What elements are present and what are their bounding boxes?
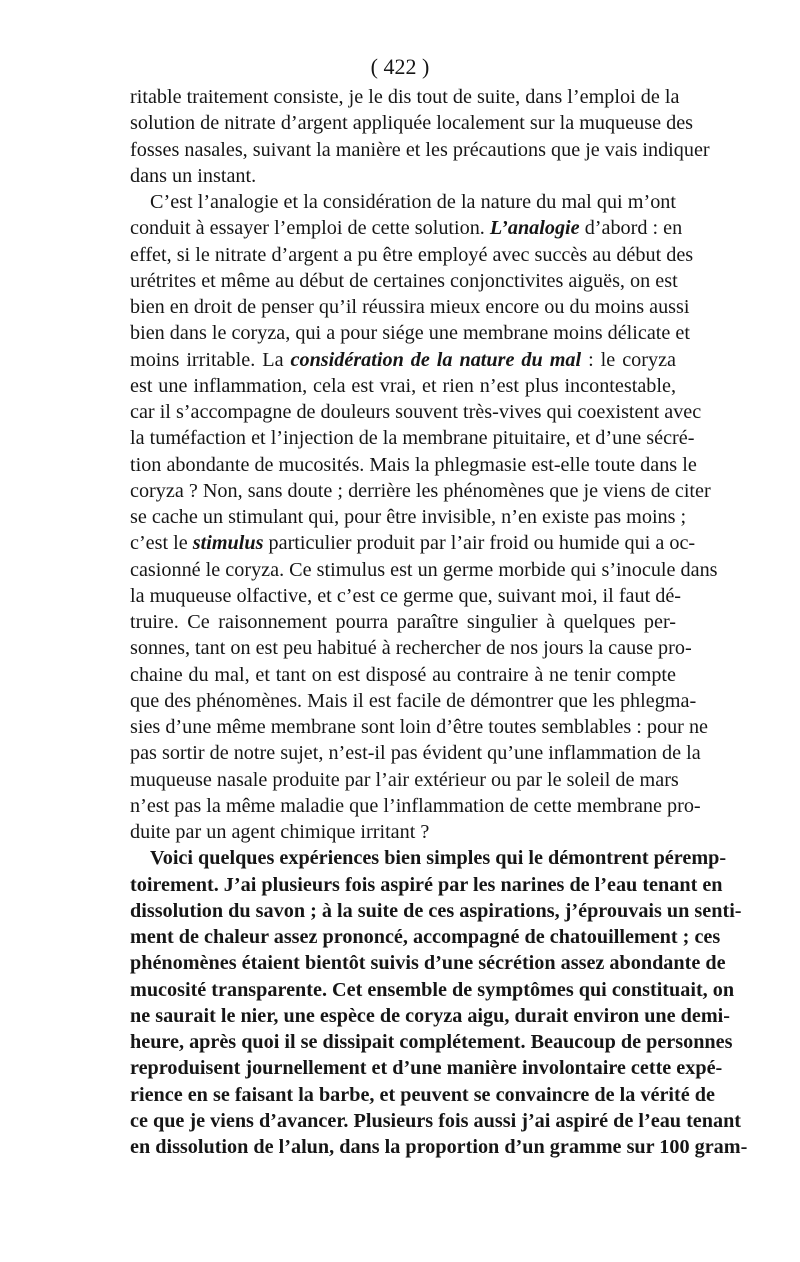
text-line: urétrites et même au début de certaines conjonctivites aiguës, on est xyxy=(130,269,678,292)
text-line: bien dans le coryza, qui a pour siége une membrane moins délicate et xyxy=(130,322,690,345)
text-line: rience en se faisant la barbe, et peuvent se convaincre de la vérité de xyxy=(130,1083,715,1106)
text-line: phénomènes étaient bientôt suivis d’une sécrétion assez abondante de xyxy=(130,952,726,975)
text-line: sonnes, tant on est peu habitué à rechercher de nos jours la cause pro- xyxy=(130,637,692,660)
text-line: en dissolution de l’alun, dans la proportion d’un gramme sur 100 gram- xyxy=(130,1136,748,1158)
text-line: que des phénomènes. Mais il est facile de démontrer que les phlegma- xyxy=(130,689,697,712)
text-line: dissolution du savon ; à la suite de ces aspirations, j’éprouvais un senti- xyxy=(130,899,742,922)
text-line: casionné le coryza. Ce stimulus est un germe morbide qui s’inocule dans xyxy=(130,558,718,581)
text-line: heure, après quoi il se dissipait complétement. Beaucoup de personnes xyxy=(130,1031,733,1053)
text-line: solution de nitrate d’argent appliquée localement sur la muqueuse des xyxy=(130,112,694,135)
text-line: ce que je viens d’avancer. Plusieurs fois aussi j’ai aspiré de l’eau tenant xyxy=(130,1109,742,1132)
text-line: pas sortir de notre sujet, n’est-il pas évident qu’une inflammation de la xyxy=(130,742,701,765)
text-line xyxy=(130,347,676,373)
text-line: se cache un stimulant qui, pour être invisible, n’en existe pas moins ; xyxy=(130,506,687,528)
text-line: bien en droit de penser qu’il réussira mieux encore ou du moins aussi xyxy=(130,296,690,318)
text-line xyxy=(130,530,696,556)
text-line: tion abondante de mucosités. Mais la phlegmasie est-elle toute dans le xyxy=(130,453,697,476)
text-line: dans un instant. xyxy=(130,164,257,187)
page-number: ( 422 ) xyxy=(370,54,430,79)
text-line: ritable traitement consiste, je le dis tout de suite, dans l’emploi de la xyxy=(130,86,680,108)
text-line: C’est l’analogie et la considération de la nature du mal qui m’ont xyxy=(150,191,676,213)
text-line: la tuméfaction et l’injection de la membrane pituitaire, et d’une sécré- xyxy=(130,427,695,450)
text-line: coryza ? Non, sans doute ; derrière les phénomènes que je viens de citer xyxy=(130,479,711,502)
text-line: Voici quelques expériences bien simples qui le démontrent péremp- xyxy=(150,847,727,870)
text-line: reproduisent journellement et d’une manière involontaire cette expé- xyxy=(130,1057,723,1080)
text-line: sies d’une même membrane sont loin d’être toutes semblables : pour ne xyxy=(130,716,708,738)
text-line: ne saurait le nier, une espèce de coryza aigu, durait environ une demi- xyxy=(130,1004,730,1027)
text-line xyxy=(130,215,683,241)
emphasis-text: considération de la nature du mal xyxy=(290,348,582,371)
text-segment: particulier produit par l’air froid ou humide qui a oc- xyxy=(263,532,696,555)
text-segment: conduit à essayer l’emploi de cette solution. xyxy=(130,217,490,240)
text-line: truire. Ce raisonnement pourra paraître singulier à quelques per- xyxy=(130,611,676,633)
text-line: chaine du mal, et tant on est disposé au contraire à ne tenir compte xyxy=(130,663,676,686)
text-line: duite par un agent chimique irritant ? xyxy=(130,821,430,843)
text-line: la muqueuse olfactive, et c’est ce germe que, suivant moi, il faut dé- xyxy=(130,584,682,607)
text-line: ment de chaleur assez prononcé, accompagné de chatouillement ; ces xyxy=(130,926,721,948)
emphasis-text: L’analogie xyxy=(489,217,580,240)
text-line: n’est pas la même maladie que l’inflammation de cette membrane pro- xyxy=(130,794,701,817)
text-line: effet, si le nitrate d’argent a pu être employé avec succès au début des xyxy=(130,243,694,266)
text-line: est une inflammation, cela est vrai, et rien n’est plus incontestable, xyxy=(130,374,676,397)
text-segment: : le coryza xyxy=(581,348,677,371)
text-segment: moins irritable. La xyxy=(130,348,291,371)
text-line: toirement. J’ai plusieurs fois aspiré par les narines de l’eau tenant en xyxy=(130,873,723,896)
text-line: mucosité transparente. Cet ensemble de symptômes qui constituait, on xyxy=(130,978,735,1001)
text-segment: d’abord : en xyxy=(579,217,683,240)
text-line: fosses nasales, suivant la manière et les précautions que je vais indiquer xyxy=(130,138,710,161)
emphasis-text: stimulus xyxy=(192,532,264,555)
text-line: car il s’accompagne de douleurs souvent très-vives qui coexistent avec xyxy=(130,401,702,423)
text-line: muqueuse nasale produite par l’air extérieur ou par le soleil de mars xyxy=(130,768,679,791)
text-segment: c’est le xyxy=(130,532,193,555)
body-text xyxy=(130,84,748,1160)
